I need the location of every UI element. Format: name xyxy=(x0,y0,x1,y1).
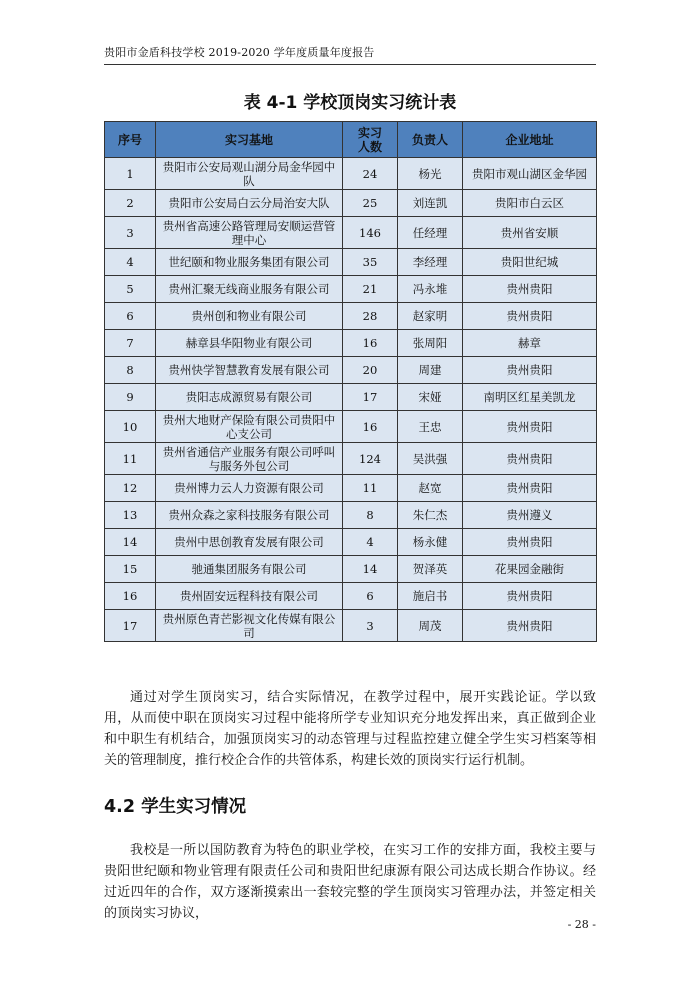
table-cell: 贵州中思创教育发展有限公司 xyxy=(156,529,343,556)
table-cell: 贵阳志成源贸易有限公司 xyxy=(156,384,343,411)
column-header: 实习基地 xyxy=(156,122,343,158)
table-cell: 贵州创和物业有限公司 xyxy=(156,303,343,330)
body-paragraph: 通过对学生顶岗实习，结合实际情况，在教学过程中，展开实践论证。学以致用，从而使中职在顶岗实习过程中能将所学专业知识充分地发挥出来，真正做到企业和中职生有机结合，加强顶岗实习的动态管理与过程监控建立健全学生实习档案等相关的管理制度，推行校企合作的共管体系，构建长效的顶岗实行运行机制。 xyxy=(104,690,596,768)
table-cell: 贵州大地财产保险有限公司贵阳中心支公司 xyxy=(156,411,343,443)
table-cell: 贵州省通信产业服务有限公司呼叫与服务外包公司 xyxy=(156,443,343,475)
table-row xyxy=(105,249,597,276)
table-cell: 赫章 xyxy=(463,330,597,357)
table-cell: 6 xyxy=(105,303,156,330)
table-cell: 贵州汇聚无线商业服务有限公司 xyxy=(156,276,343,303)
table-cell: 贵阳市白云区 xyxy=(463,190,597,217)
table-cell: 20 xyxy=(343,357,398,384)
table-cell: 杨光 xyxy=(398,158,463,190)
table-cell: 贵州贵阳 xyxy=(463,475,597,502)
table-cell: 贵州省高速公路管理局安顺运营管理中心 xyxy=(156,217,343,249)
table-cell: 贺泽英 xyxy=(398,556,463,583)
table-cell: 周茂 xyxy=(398,610,463,642)
table-row xyxy=(105,384,597,411)
table-cell: 贵州博力云人力资源有限公司 xyxy=(156,475,343,502)
table-cell: 6 xyxy=(343,583,398,610)
table-cell: 杨永健 xyxy=(398,529,463,556)
table-cell: 14 xyxy=(105,529,156,556)
table-cell: 朱仁杰 xyxy=(398,502,463,529)
table-cell: 12 xyxy=(105,475,156,502)
table-cell: 王忠 xyxy=(398,411,463,443)
table-cell: 1 xyxy=(105,158,156,190)
table-cell: 13 xyxy=(105,502,156,529)
table-row xyxy=(105,610,597,642)
table-cell: 宋娅 xyxy=(398,384,463,411)
column-header: 企业地址 xyxy=(463,122,597,158)
table-cell: 3 xyxy=(105,217,156,249)
table-cell: 贵州贵阳 xyxy=(463,303,597,330)
table-cell: 吴洪强 xyxy=(398,443,463,475)
table-cell: 花果园金融街 xyxy=(463,556,597,583)
column-header: 实习人数 xyxy=(343,122,398,158)
table-cell: 5 xyxy=(105,276,156,303)
table-cell: 贵阳世纪城 xyxy=(463,249,597,276)
table-cell: 25 xyxy=(343,190,398,217)
table-cell: 贵阳市观山湖区金华园 xyxy=(463,158,597,190)
column-header: 序号 xyxy=(105,122,156,158)
table-cell: 146 xyxy=(343,217,398,249)
table-cell: 赫章县华阳物业有限公司 xyxy=(156,330,343,357)
table-cell: 冯永堆 xyxy=(398,276,463,303)
table-cell: 贵州快学智慧教育发展有限公司 xyxy=(156,357,343,384)
table-cell: 驰通集团服务有限公司 xyxy=(156,556,343,583)
table-row xyxy=(105,475,597,502)
table-cell: 11 xyxy=(343,475,398,502)
table-cell: 贵州贵阳 xyxy=(463,276,597,303)
table-row xyxy=(105,443,597,475)
page-number: - 28 - xyxy=(567,918,596,931)
table-cell: 贵州贵阳 xyxy=(463,529,597,556)
table-cell: 16 xyxy=(343,330,398,357)
table-cell: 3 xyxy=(343,610,398,642)
table-row xyxy=(105,357,597,384)
table-cell: 124 xyxy=(343,443,398,475)
table-cell: 贵州贵阳 xyxy=(463,583,597,610)
table-cell: 24 xyxy=(343,158,398,190)
table-row xyxy=(105,190,597,217)
column-header: 负责人 xyxy=(398,122,463,158)
table-cell: 贵州众森之家科技服务有限公司 xyxy=(156,502,343,529)
table-cell: 21 xyxy=(343,276,398,303)
table-cell: 16 xyxy=(105,583,156,610)
table-cell: 2 xyxy=(105,190,156,217)
table-cell: 贵州省安顺 xyxy=(463,217,597,249)
table-cell: 35 xyxy=(343,249,398,276)
table-cell: 张周阳 xyxy=(398,330,463,357)
table-cell: 16 xyxy=(343,411,398,443)
table-row xyxy=(105,276,597,303)
table-title: 表 4-1 学校顶岗实习统计表 xyxy=(243,93,457,113)
page-header: 贵阳市金盾科技学校 2019-2020 学年度质量年度报告 xyxy=(104,46,375,59)
table-cell: 贵阳市公安局白云分局治安大队 xyxy=(156,190,343,217)
table-cell: 周建 xyxy=(398,357,463,384)
table-cell: 14 xyxy=(343,556,398,583)
table-row xyxy=(105,502,597,529)
table-row xyxy=(105,303,597,330)
table-cell: 世纪颐和物业服务集团有限公司 xyxy=(156,249,343,276)
table-cell: 贵州固安远程科技有限公司 xyxy=(156,583,343,610)
table-cell: 17 xyxy=(343,384,398,411)
table-row xyxy=(105,529,597,556)
table-row xyxy=(105,583,597,610)
table-cell: 4 xyxy=(343,529,398,556)
section-heading: 4.2 学生实习情况 xyxy=(104,797,247,817)
table-row xyxy=(105,158,597,190)
table-row xyxy=(105,411,597,443)
table-cell: 8 xyxy=(343,502,398,529)
table-cell: 9 xyxy=(105,384,156,411)
table-cell: 贵州贵阳 xyxy=(463,357,597,384)
table-cell: 11 xyxy=(105,443,156,475)
table-cell: 南明区红星美凯龙 xyxy=(463,384,597,411)
table-cell: 15 xyxy=(105,556,156,583)
table-cell: 10 xyxy=(105,411,156,443)
header-divider xyxy=(104,64,596,65)
table-row xyxy=(105,556,597,583)
table-cell: 贵阳市公安局观山湖分局金华园中队 xyxy=(156,158,343,190)
table-row xyxy=(105,217,597,249)
table-cell: 4 xyxy=(105,249,156,276)
table-header-row xyxy=(105,122,597,158)
table-cell: 贵州原色青芒影视文化传媒有限公司 xyxy=(156,610,343,642)
table-cell: 贵州贵阳 xyxy=(463,443,597,475)
internship-table xyxy=(104,121,597,642)
table-row xyxy=(105,330,597,357)
table-cell: 28 xyxy=(343,303,398,330)
table-cell: 刘连凯 xyxy=(398,190,463,217)
table-cell: 17 xyxy=(105,610,156,642)
table-cell: 赵宽 xyxy=(398,475,463,502)
table-cell: 8 xyxy=(105,357,156,384)
body-paragraph: 我校是一所以国防教育为特色的职业学校，在实习工作的安排方面，我校主要与贵阳世纪颐和物业管理有限责任公司和贵阳世纪康源有限公司达成长期合作协议。经过近四年的合作，双方逐渐摸索出一套较完整的学生顶岗实习管理办法，并签定相关的顶岗实习协议， xyxy=(104,843,596,921)
table-cell: 施启书 xyxy=(398,583,463,610)
table-cell: 贵州遵义 xyxy=(463,502,597,529)
table-cell: 7 xyxy=(105,330,156,357)
table-cell: 贵州贵阳 xyxy=(463,411,597,443)
table-cell: 赵家明 xyxy=(398,303,463,330)
table-cell: 贵州贵阳 xyxy=(463,610,597,642)
table-cell: 任经理 xyxy=(398,217,463,249)
table-cell: 李经理 xyxy=(398,249,463,276)
